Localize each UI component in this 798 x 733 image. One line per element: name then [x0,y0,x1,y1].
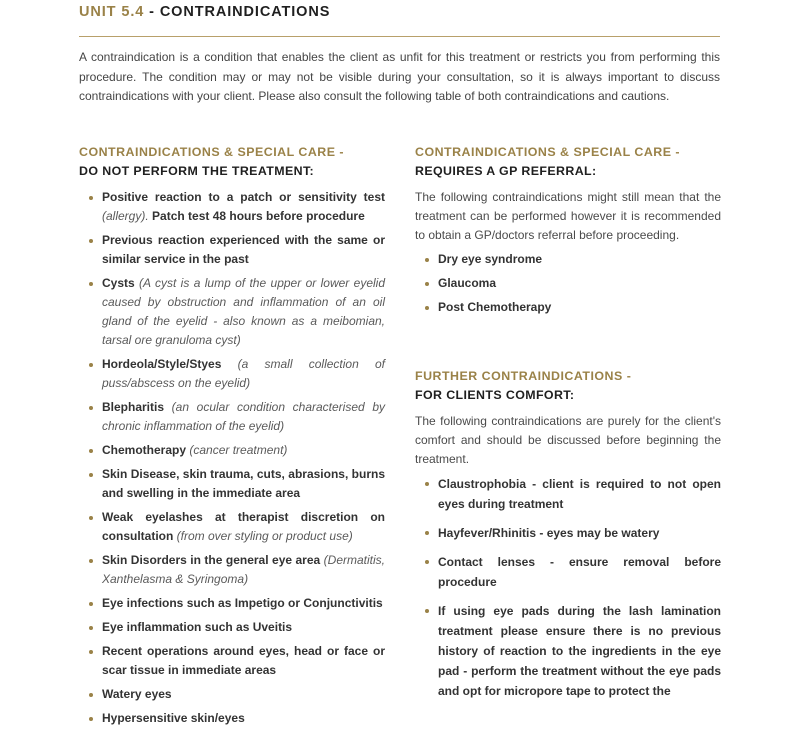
list-item: Contact lenses - ensure removal before procedure [415,552,721,592]
right-column [415,142,721,710]
list-item: Hayfever/Rhinitis - eyes may be watery [415,523,721,543]
heading-rule [79,36,720,37]
list-item: Glaucoma [415,274,721,293]
item-name: Chemotherapy [102,443,187,457]
item-name: Hypersensitive skin/eyes [102,711,245,725]
item-note: (a small collection of puss/abscess on the eyelid) [102,357,385,390]
item-name: Cysts [102,276,135,290]
gp-section-subtitle: REQUIRES A GP REFERRAL: [415,164,597,178]
item-name: Watery eyes [102,687,172,701]
list-item [79,685,385,704]
list-item: Claustrophobia - client is required to not open eyes during treatment [415,474,721,514]
left-column [79,142,385,733]
list-item [79,441,385,460]
page-heading [79,4,330,20]
item-note: (Dermatitis, Xanthelasma & Syringoma) [102,553,386,586]
item-name: Previous reaction experienced with the same or similar service in the past [102,233,385,266]
item-note: (cancer treatment) [186,443,288,457]
section-spacer [415,322,721,366]
gp-section-title: CONTRAINDICATIONS & SPECIAL CARE - [415,145,681,159]
item-name: Skin Disease, skin trauma, cuts, abrasions, burns and swelling in the immediate area [102,467,385,500]
left-section-subtitle: DO NOT PERFORM THE TREATMENT: [79,164,315,178]
gp-section-text: The following contraindications might still mean that the treatment can be performed however it is recommended to obtain a GP/doctors referral before proceeding. [415,190,721,242]
do-not-perform-list [79,188,385,728]
list-item [79,709,385,728]
item-name: Positive reaction to a patch or sensitivity test [102,190,385,204]
item-name: Eye inflammation such as Uveitis [102,620,293,634]
gp-referral-list [415,250,721,317]
comfort-section-title: FURTHER CONTRAINDICATIONS - [415,369,632,383]
list-item [79,465,385,503]
item-name: Hordeola/Style/Styes [102,357,222,371]
list-item: Post Chemotherapy [415,298,721,317]
heading-separator: - [144,4,160,20]
item-name: Weak eyelashes at therapist discretion on consultation [102,510,385,543]
list-item [79,594,385,613]
left-section-title: CONTRAINDICATIONS & SPECIAL CARE - [79,145,345,159]
list-item [79,231,385,269]
item-note: (allergy). [102,209,149,223]
heading-title: CONTRAINDICATIONS [159,4,331,20]
client-comfort-list [415,474,721,701]
item-note: (an ocular condition characterised by chronic inflammation of the eyelid) [102,400,385,433]
item-note: (from over styling or product use) [173,529,353,543]
item-name: Blepharitis [102,400,165,414]
item-name: Eye infections such as Impetigo or Conjunctivitis [102,596,383,610]
list-item [79,274,385,350]
comfort-section-subtitle: FOR CLIENTS COMFORT: [415,388,575,402]
list-item [79,618,385,637]
item-name: Recent operations around eyes, head or face or scar tissue in immediate areas [102,644,385,677]
list-item [79,508,385,546]
list-item [79,355,385,393]
item-extra: Patch test 48 hours before procedure [148,209,365,223]
list-item [79,551,385,589]
comfort-section-text: The following contraindications are purely for the client's comfort and should be discussed before beginning the treatment. [415,414,721,466]
unit-number: UNIT 5.4 [79,4,145,20]
intro-paragraph: A contraindication is a condition that enables the client as unfit for this treatment or restricts you from performing this procedure. The condition may or may not be visible during your consultation, so it is always important to discuss contraindications with your client. Please also consult the following table of both contraindications and cautions. [79,50,720,104]
item-name: Skin Disorders in the general eye area [102,553,321,567]
list-item: If using eye pads during the lash lamination treatment please ensure there is no previous history of reaction to the ingredients in the eye pad - perform the treatment without the eye pads and opt for micropore tape to protect the [415,601,721,701]
list-item [79,642,385,680]
list-item [79,398,385,436]
item-note: (A cyst is a lump of the upper or lower eyelid caused by obstruction and inflammation of an oil gland of the eyelid - also known as a meibomian, tarsal ore granuloma cyst) [102,276,385,347]
list-item: Dry eye syndrome [415,250,721,269]
list-item [79,188,385,226]
